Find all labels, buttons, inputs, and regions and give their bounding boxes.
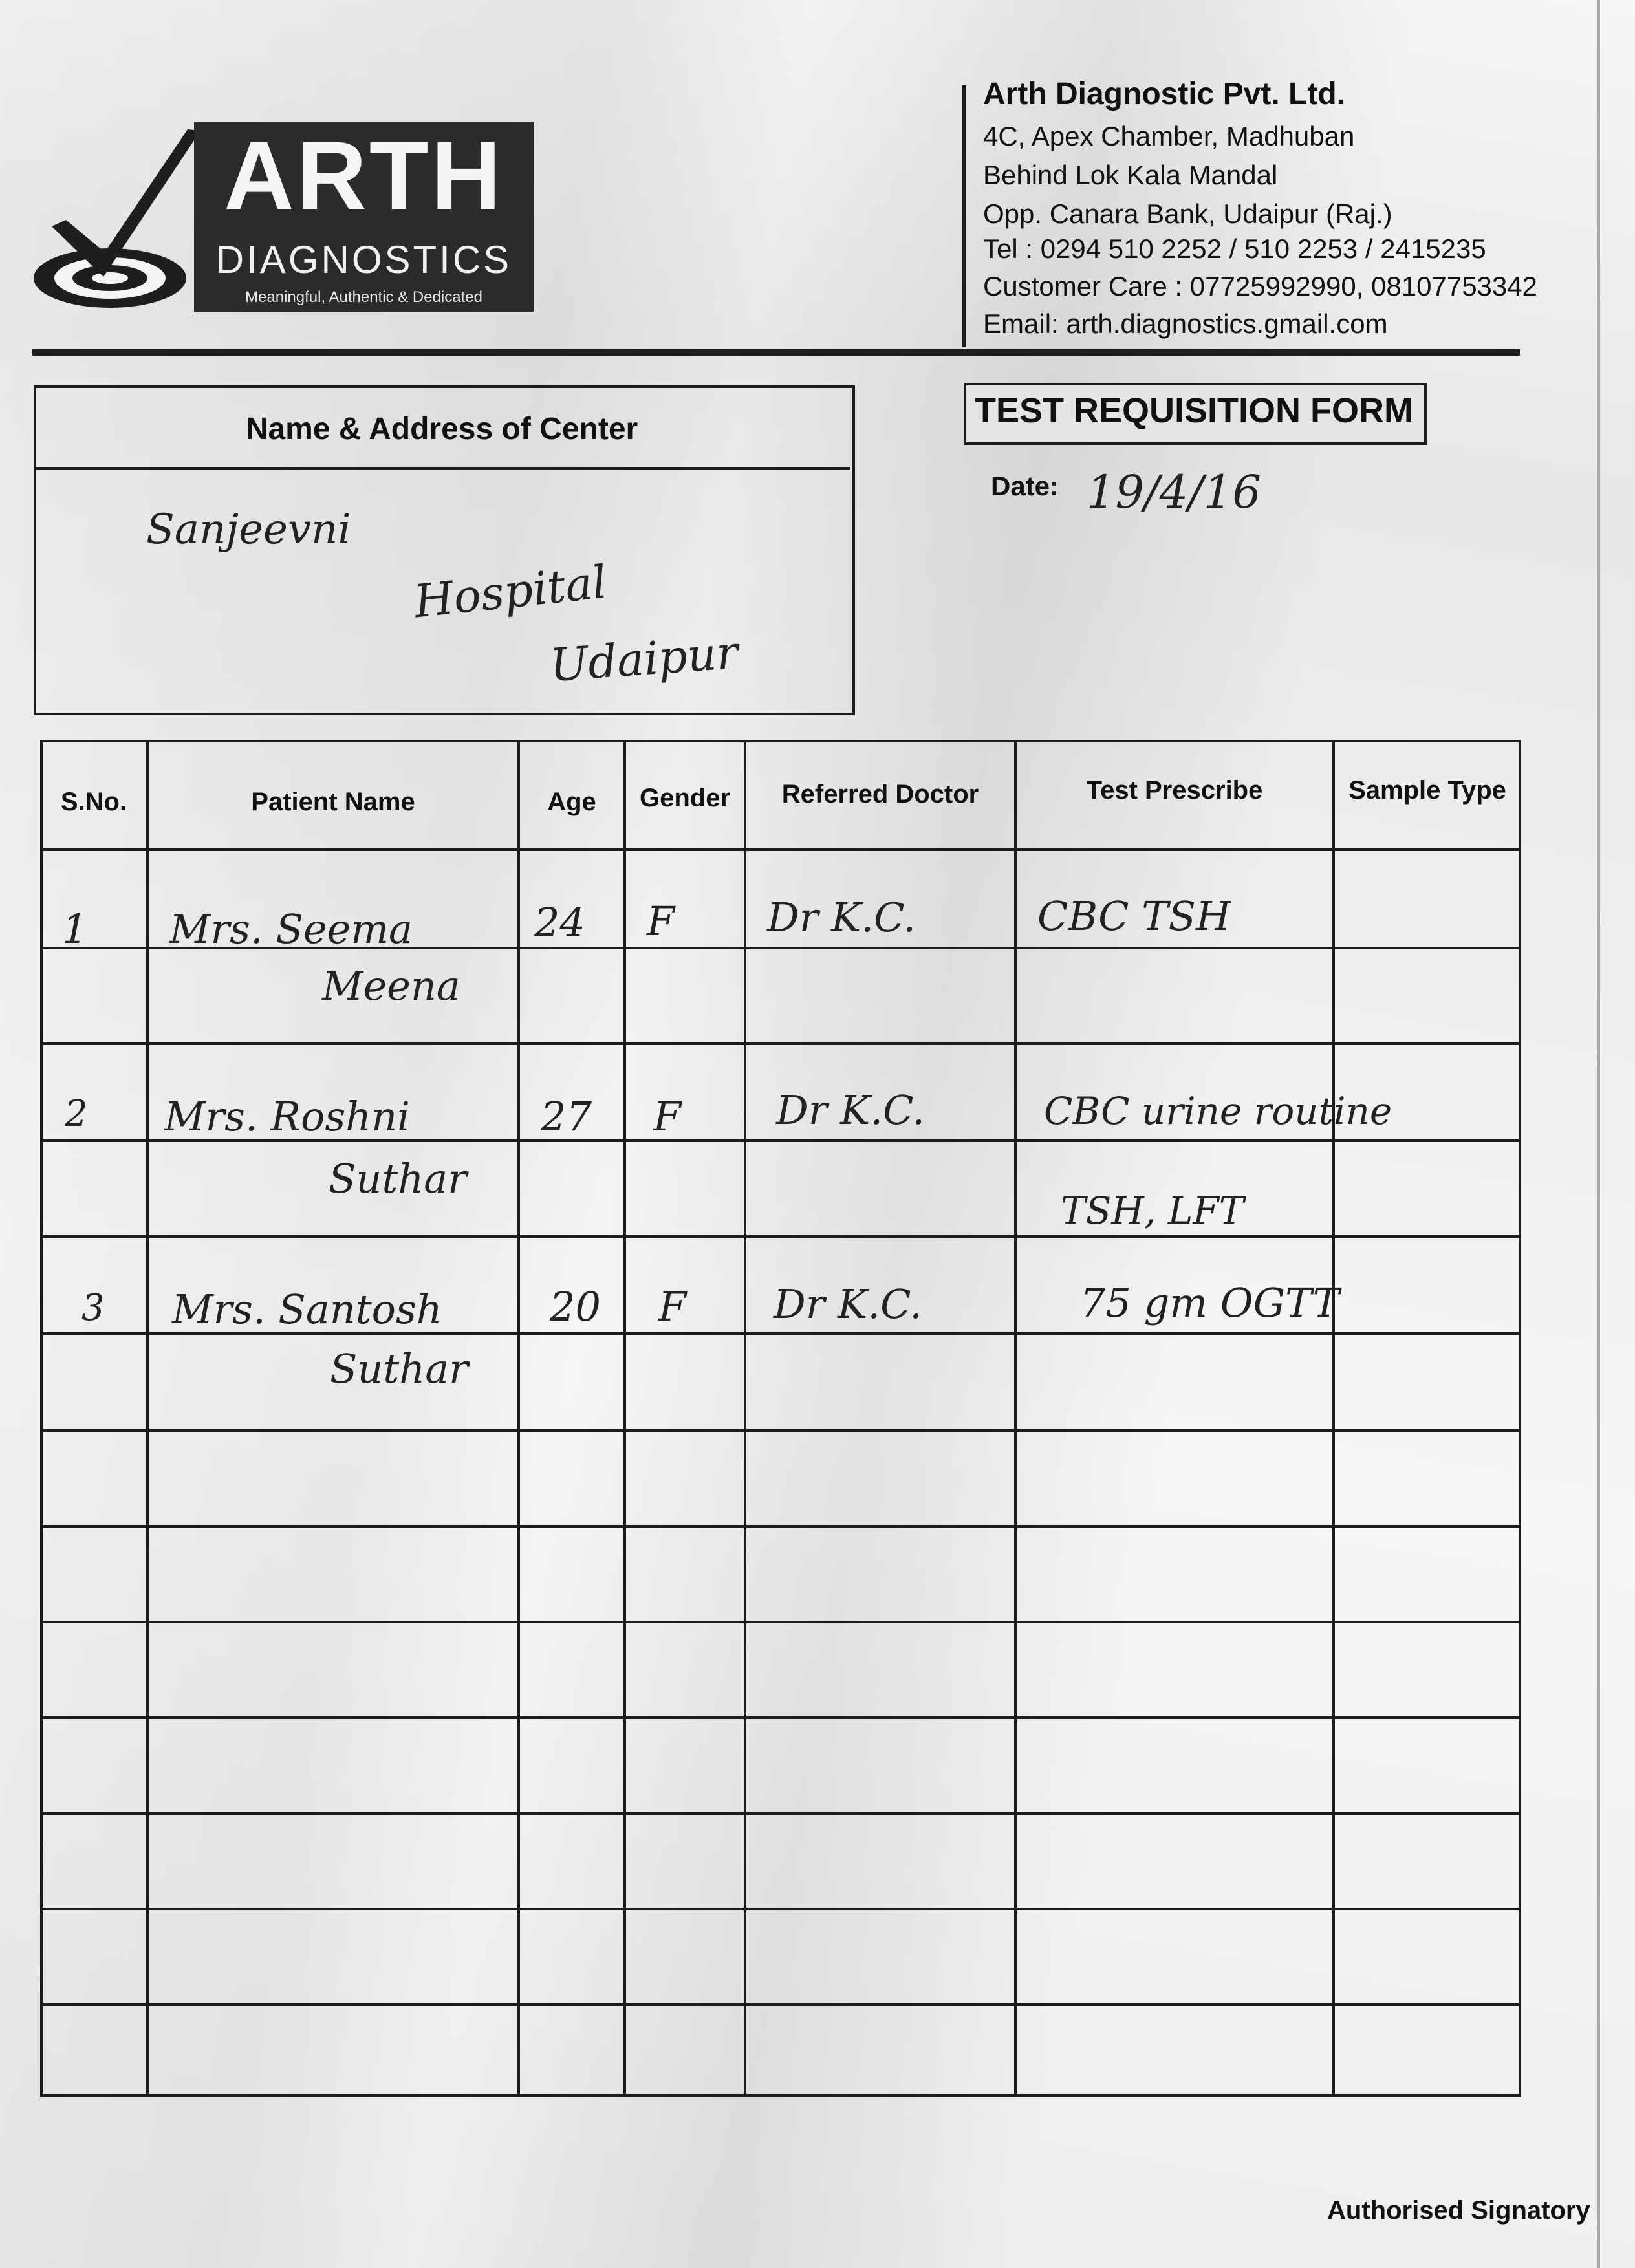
row-3-name: Mrs. Santosh (172, 1286, 442, 1333)
center-handwritten-line: Hospital (411, 555, 610, 629)
center-title: Name & Address of Center (245, 412, 638, 446)
row-1-name-surname: Meena (322, 962, 460, 1010)
column-header-referred-doctor: Referred Doctor (781, 780, 979, 808)
row-2-sno: 2 (65, 1093, 88, 1135)
email-line: Email: arth.diagnostics.gmail.com (983, 308, 1388, 339)
form-title: TEST REQUISITION FORM (974, 391, 1413, 430)
row-2-test: CBC urine routine (1044, 1089, 1392, 1133)
column-header-patient-name: Patient Name (251, 788, 415, 816)
row-3-age: 20 (550, 1283, 601, 1330)
row-1-sno: 1 (62, 905, 88, 953)
row-3-name-surname: Suthar (330, 1345, 468, 1392)
company-name: Arth Diagnostic Pvt. Ltd. (983, 77, 1346, 111)
row-3-doctor: Dr K.C. (774, 1280, 923, 1328)
date-label: Date: (991, 471, 1059, 501)
row-1-doctor: Dr K.C. (767, 894, 916, 941)
row-3-gender: F (658, 1283, 687, 1330)
column-header-gender: Gender (639, 784, 731, 812)
logo-brand: ARTH (224, 121, 504, 230)
target-check-logo-icon (26, 123, 207, 317)
row-1-test: CBC TSH (1037, 892, 1231, 940)
row-2-doctor: Dr K.C. (776, 1086, 926, 1134)
column-header-test-prescribe: Test Prescribe (1086, 776, 1263, 805)
phone-line: Tel : 0294 510 2252 / 510 2253 / 2415235 (983, 233, 1486, 264)
column-header-sno: S.No. (60, 788, 127, 816)
row-1-age: 24 (534, 899, 585, 946)
authorised-signatory-label: Authorised Signatory (1327, 2196, 1590, 2225)
row-3-sno: 3 (81, 1287, 105, 1329)
row-1-gender: F (647, 898, 675, 945)
row-2-test-line-2: TSH, LFT (1061, 1189, 1244, 1233)
column-header-sample-type: Sample Type (1348, 776, 1506, 805)
logo-subtitle: DIAGNOSTICS (215, 238, 512, 281)
address-line: 4C, Apex Chamber, Madhuban (983, 121, 1355, 151)
row-2-name: Mrs. Roshni (164, 1093, 410, 1140)
column-header-age: Age (547, 788, 596, 816)
customer-care-line: Customer Care : 07725992990, 08107753342 (983, 271, 1537, 301)
header-rule (32, 349, 1520, 356)
logo-tagline: Meaningful, Authentic & Dedicated (245, 288, 482, 306)
row-3-test: 75 gm OGTT (1080, 1279, 1340, 1326)
address-line: Opp. Canara Bank, Udaipur (Raj.) (983, 199, 1392, 229)
row-1-name: Mrs. Seema (169, 905, 413, 953)
address-line: Behind Lok Kala Mandal (983, 160, 1278, 190)
center-handwritten-line: Sanjeevni (146, 506, 351, 554)
row-2-name-surname: Suthar (329, 1155, 467, 1202)
row-2-age: 27 (541, 1093, 592, 1140)
center-handwritten-line: Udaipur (548, 625, 740, 693)
row-2-gender: F (653, 1093, 682, 1140)
paper-edge (1597, 0, 1600, 2268)
header-divider (962, 85, 966, 347)
date-value: 19/4/16 (1087, 466, 1261, 519)
